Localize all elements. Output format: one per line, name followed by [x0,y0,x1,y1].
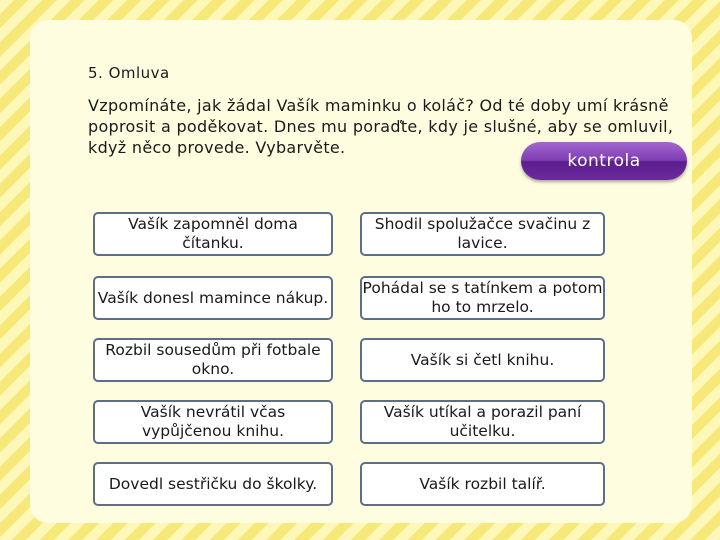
exercise-instructions: Vzpomínáte, jak žádal Vašík maminku o koláč? Od té doby umí krásně poprosit a poděkovat. Dnes mu poraďte, kdy je slušné, aby se omluvil, když něco provede. Vybarvěte. [88,96,674,157]
exercise-heading: 5. Omluva [88,64,170,82]
answer-card[interactable]: Dovedl sestřičku do školky. [93,462,333,506]
answer-card[interactable]: Vašík si četl knihu. [360,338,605,382]
answer-card[interactable]: Shodil spolužačce svačinu z lavice. [360,212,605,256]
answer-card[interactable]: Rozbil sousedům při fotbale okno. [93,338,333,382]
answer-card[interactable]: Vašík donesl mamince nákup. [93,276,333,320]
answer-card[interactable]: Vašík zapomněl doma čítanku. [93,212,333,256]
answer-card[interactable]: Vašík utíkal a porazil paní učitelku. [360,400,605,444]
answer-card[interactable]: Vašík nevrátil včas vypůjčenou knihu. [93,400,333,444]
check-button[interactable]: kontrola [521,142,687,180]
answer-card[interactable]: Pohádal se s tatínkem a potom ho to mrzelo. [360,276,605,320]
answer-card[interactable]: Vašík rozbil talíř. [360,462,605,506]
